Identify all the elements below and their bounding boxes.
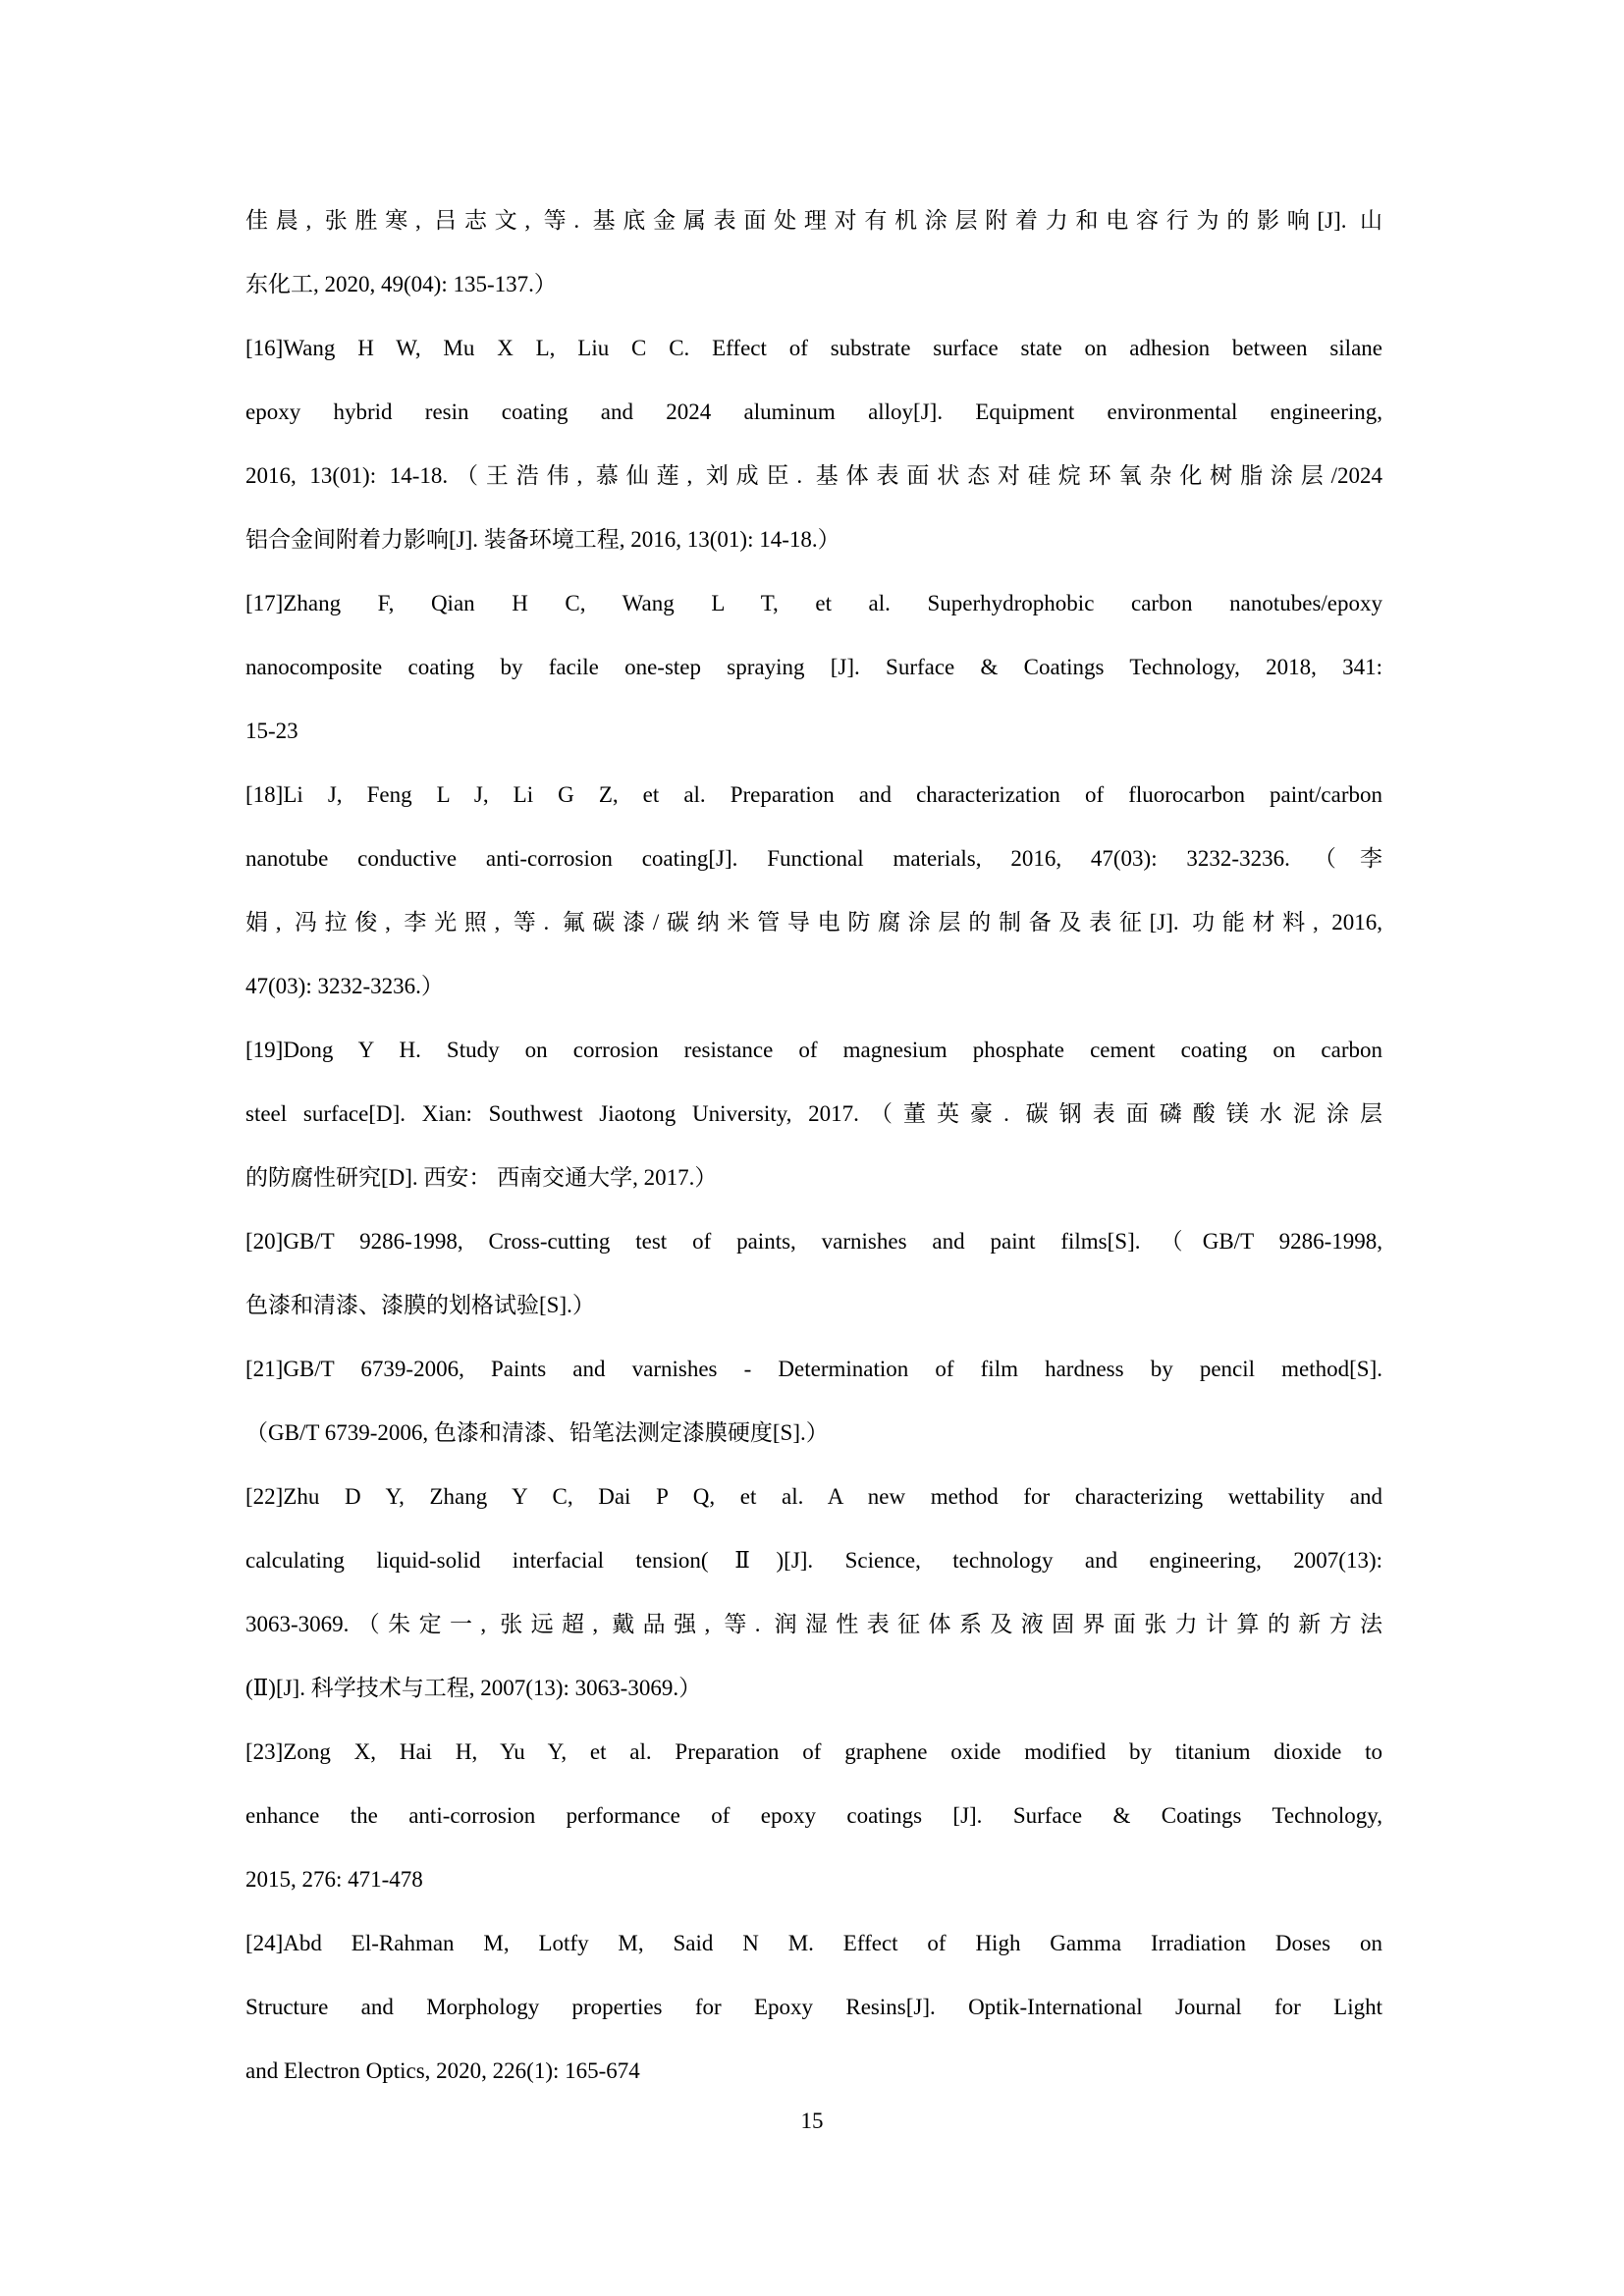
reference-line: (Ⅱ)[J]. 科学技术与工程, 2007(13): 3063-3069.）	[245, 1676, 702, 1700]
reference-line: [17]Zhang F, Qian H C, Wang L T, et al. Superhydrophobic carbon nanotubes/epoxy	[245, 591, 1382, 615]
page-number: 15	[800, 2109, 824, 2133]
reference-line: [21]GB/T 6739-2006, Paints and varnishes - Determination of film hardness by pencil method[S].	[245, 1357, 1382, 1381]
reference-line: 2016, 13(01): 14-18.（王浩伟, 慕仙莲, 刘成臣. 基体表面状态对硅烷环氧杂化树脂涂层/2024	[245, 463, 1382, 488]
reference-line: [20]GB/T 9286-1998, Cross-cutting test of paints, varnishes and paint films[S].（GB/T 9286-1998,	[245, 1229, 1382, 1254]
reference-line: 3063-3069.（朱定一, 张远超, 戴品强, 等. 润湿性表征体系及液固界面张力计算的新方法	[245, 1612, 1382, 1636]
reference-line: （GB/T 6739-2006, 色漆和清漆、铅笔法测定漆膜硬度[S].）	[245, 1420, 829, 1445]
reference-line: [16]Wang H W, Mu X L, Liu C C. Effect of substrate surface state on adhesion between silane	[245, 336, 1382, 360]
references-list	[245, 188, 1382, 2103]
reference-line: calculating liquid-solid interfacial tension(Ⅱ)[J]. Science, technology and engineering, 2007(13):	[245, 1548, 1382, 1573]
reference-entry-21	[245, 1337, 1382, 1465]
reference-line: [24]Abd El-Rahman M, Lotfy M, Said N M. Effect of High Gamma Irradiation Doses on	[245, 1931, 1382, 1955]
reference-entry-20	[245, 1209, 1382, 1337]
reference-line: epoxy hybrid resin coating and 2024 aluminum alloy[J]. Equipment environmental engineering,	[245, 400, 1382, 424]
reference-entry-22	[245, 1465, 1382, 1720]
reference-line: 的防腐性研究[D]. 西安： 西南交通大学, 2017.）	[245, 1165, 718, 1190]
reference-line: Structure and Morphology properties for Epoxy Resins[J]. Optik-International Journal for Light	[245, 1995, 1382, 2019]
reference-line: steel surface[D]. Xian: Southwest Jiaotong University, 2017.（董英豪. 碳钢表面磷酸镁水泥涂层	[245, 1101, 1382, 1126]
reference-line: [23]Zong X, Hai H, Yu Y, et al. Preparation of graphene oxide modified by titanium dioxide to	[245, 1739, 1382, 1764]
reference-line: 佳晨, 张胜寒, 吕志文, 等. 基底金属表面处理对有机涂层附着力和电容行为的影响[J]. 山	[245, 208, 1382, 233]
reference-line: nanotube conductive anti-corrosion coating[J]. Functional materials, 2016, 47(03): 3232-3236.（李	[245, 846, 1382, 871]
reference-line: [18]Li J, Feng L J, Li G Z, et al. Preparation and characterization of fluorocarbon paint/carbon	[245, 782, 1382, 807]
reference-line: 铝合金间附着力影响[J]. 装备环境工程, 2016, 13(01): 14-18.）	[245, 527, 840, 552]
reference-line: 娟, 冯拉俊, 李光照, 等. 氟碳漆/碳纳米管导电防腐涂层的制备及表征[J]. 功能材料, 2016,	[245, 910, 1382, 934]
reference-entry-19	[245, 1018, 1382, 1209]
reference-line: nanocomposite coating by facile one-step spraying [J]. Surface & Coatings Technology, 2018, 341:	[245, 655, 1382, 679]
reference-line: [22]Zhu D Y, Zhang Y C, Dai P Q, et al. A new method for characterizing wettability and	[245, 1484, 1382, 1509]
reference-entry-16	[245, 316, 1382, 571]
reference-line: [19]Dong Y H. Study on corrosion resistance of magnesium phosphate cement coating on carbon	[245, 1038, 1382, 1062]
reference-entry-17	[245, 571, 1382, 763]
reference-entry-24	[245, 1911, 1382, 2103]
reference-entry-23	[245, 1720, 1382, 1911]
reference-entry-18	[245, 763, 1382, 1018]
reference-line: enhance the anti-corrosion performance of epoxy coatings [J]. Surface & Coatings Technology,	[245, 1803, 1382, 1828]
document-page	[245, 188, 1382, 2103]
reference-line: 东化工, 2020, 49(04): 135-137.）	[245, 272, 557, 296]
reference-line: 2015, 276: 471-478	[245, 1867, 423, 1892]
reference-line: 色漆和清漆、漆膜的划格试验[S].）	[245, 1293, 595, 1317]
reference-line: 15-23	[245, 719, 298, 743]
reference-entry-15-continuation	[245, 188, 1382, 316]
reference-line: and Electron Optics, 2020, 226(1): 165-674	[245, 2058, 640, 2083]
reference-line: 47(03): 3232-3236.）	[245, 974, 444, 998]
